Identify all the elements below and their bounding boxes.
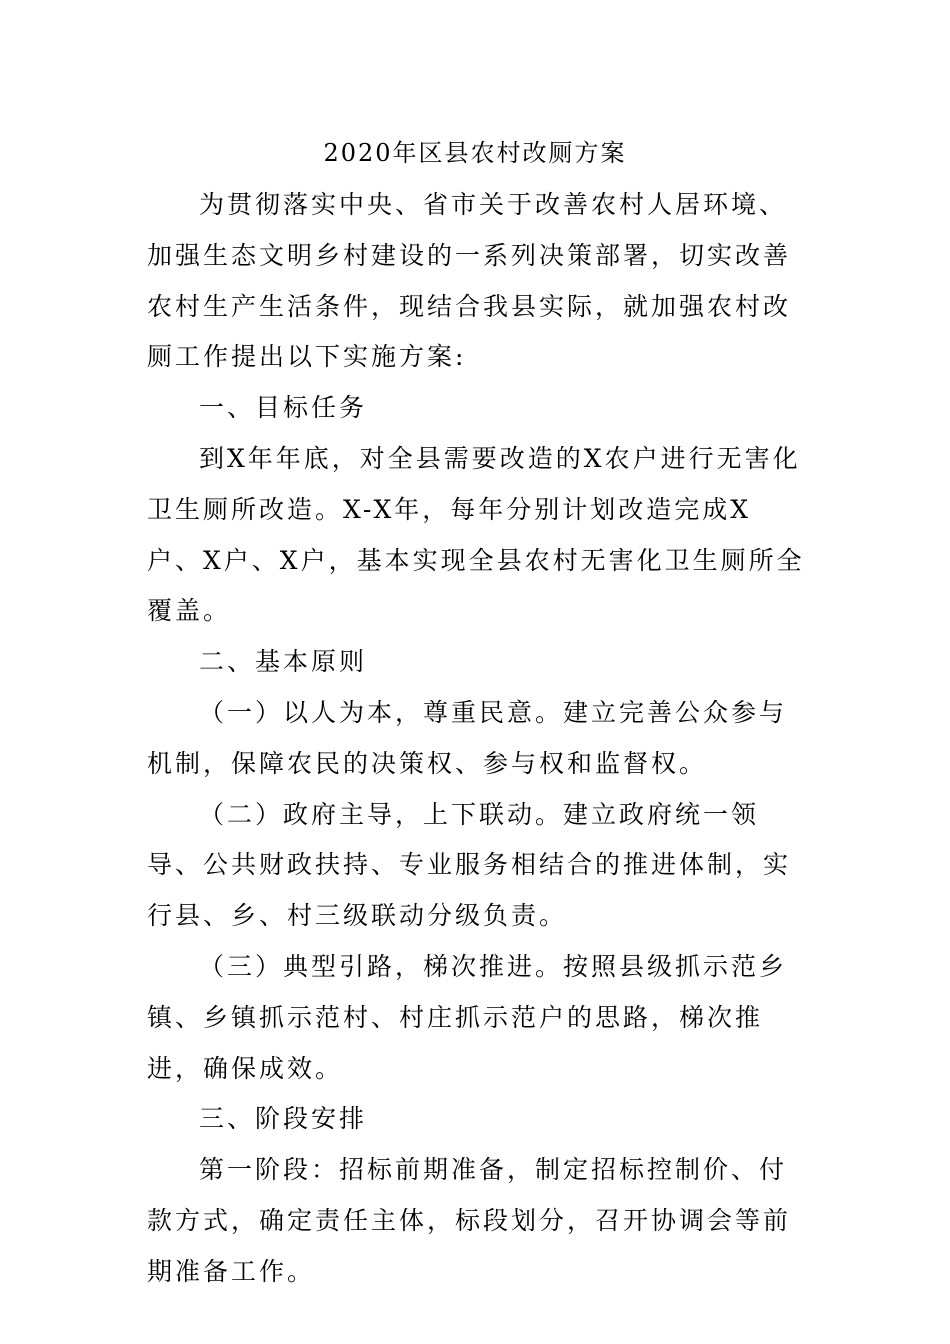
- document-title: 2020年区县农村改厕方案: [323, 139, 627, 167]
- section-heading-principles: 二、基本原则: [199, 647, 368, 677]
- document-body: [147, 180, 807, 1298]
- paragraph-principle-2: （二）政府主导，上下联动。建立政府统一领导、公共财政扶持、专业服务相结合的推进体制，实行县、乡、村三级联动分级负责。: [147, 799, 792, 931]
- paragraph-intro: 为贯彻落实中央、省市关于改善农村人居环境、加强生态文明乡村建设的一系列决策部署，切实改善农村生产生活条件，现结合我县实际，就加强农村改厕工作提出以下实施方案:: [147, 190, 792, 372]
- paragraph-stage-1: 第一阶段：招标前期准备，制定招标控制价、付款方式，确定责任主体，标段划分，召开协调会等前期准备工作。: [147, 1155, 792, 1286]
- section-heading-stages: 三、阶段安排: [199, 1104, 368, 1134]
- section-heading-goals: 一、目标任务: [199, 393, 368, 423]
- paragraph-goals: 到X年年底，对全县需要改造的X农户进行无害化卫生厕所改造。X-X年，每年分别计划改造完成X户、X户、X户，基本实现全县农村无害化卫生厕所全覆盖。: [147, 443, 805, 626]
- paragraph-principle-3: （三）典型引路，梯次推进。按照县级抓示范乡镇、乡镇抓示范村、村庄抓示范户的思路，梯次推进，确保成效。: [147, 951, 788, 1083]
- paragraph-principle-1: （一）以人为本，尊重民意。建立完善公众参与机制，保障农民的决策权、参与权和监督权。: [147, 697, 788, 778]
